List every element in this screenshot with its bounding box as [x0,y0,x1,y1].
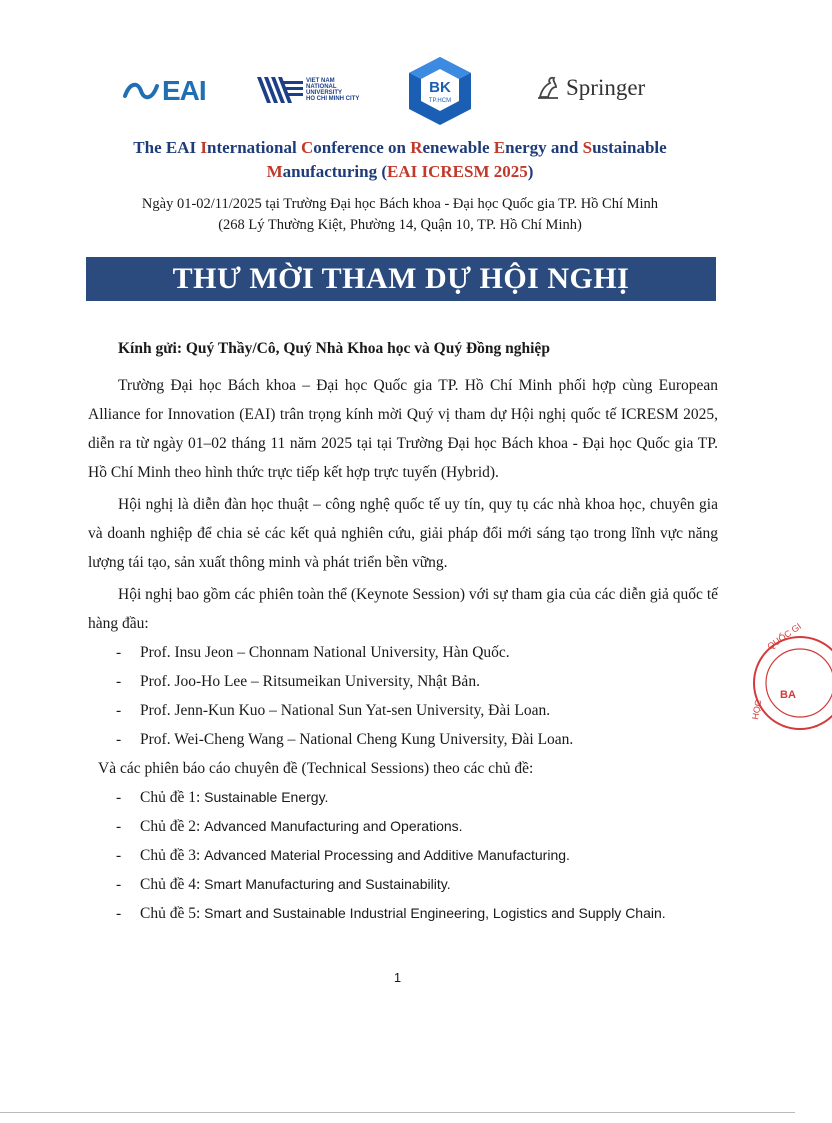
svg-text:HỌC: HỌC [750,698,764,721]
conference-title-line [60,160,740,184]
title-part: onference on [313,138,411,157]
list-item [88,841,718,870]
list-item: - Prof. Wei-Cheng Wang – National Cheng Kung University, Đài Loan. [88,725,718,754]
svg-text:BA: BA [780,689,796,701]
springer-horse-icon [536,75,560,101]
vnu-logo [257,75,359,105]
invitation-banner-text: THƯ MỜI THAM DỰ HỘI NGHỊ [172,262,630,295]
speaker-list [88,638,718,754]
topic-label: Chủ đề 5: [140,905,205,922]
list-item [88,870,718,899]
topic-text: Sustainable Energy. [204,789,329,805]
topic-label: Chủ đề 4: [140,876,205,893]
title-part: ) [527,162,534,181]
title-part: ustainable [592,138,667,157]
topic-list [88,783,718,928]
springer-logo [536,75,645,101]
vnu-line: NATIONAL [306,84,337,90]
list-item [88,783,718,812]
list-item: - Prof. Joo-Ho Lee – Ritsumeikan University, Nhật Bản. [88,667,718,696]
topic-text: Smart and Sustainable Industrial Engineering, Logistics and Supply Chain. [204,905,666,921]
vnu-line: VIET NAM [306,78,335,84]
topic-label: Chủ đề 2: [140,818,205,835]
venue-date-location: Ngày 01-02/11/2025 tại Trường Đại học Bách khoa - Đại học Quốc gia TP. Hồ Chí Minh [141,196,659,212]
venue-address: (268 Lý Thường Kiệt, Phường 14, Quận 10, TP. Hồ Chí Minh) [218,217,582,233]
paragraph-forum: Hội nghị là diễn đàn học thuật – công nghệ quốc tế uy tín, quy tụ các nhà khoa học, chuyên gia và doanh nghiệp để chia sẻ các kết quả nghiên cứu, giải pháp đổi mới sáng tạo trong lĩnh vực năng lượng tái tạo, sản xuất thông minh và phát triển bền vững. [88,496,718,571]
conference-title [60,136,740,184]
vnu-line: UNIVERSITY [306,90,343,96]
title-accent: I [200,138,207,157]
invitation-banner [86,257,716,301]
list-item [88,899,718,928]
bk-main-text: BK [429,79,451,96]
page-number: 1 [393,970,402,985]
topic-label: Chủ đề 1: [140,789,205,806]
topic-text: Advanced Manufacturing and Operations. [204,818,463,834]
venue-info [60,194,740,236]
paragraph-technical: Và các phiên báo cáo chuyên đề (Technical Sessions) theo các chủ đề: [98,760,534,777]
scan-edge-line [0,1112,795,1113]
topic-text: Smart Manufacturing and Sustainability. [204,876,451,892]
springer-logo-text: Springer [566,75,646,100]
title-part: anufacturing ( [282,162,387,181]
vnu-stripes-icon [257,75,303,105]
bk-cube-icon [405,55,475,127]
conference-acronym: EAI ICRESM 2025 [387,162,528,181]
eai-logo [122,75,206,107]
eai-logo-text: EAI [162,75,206,106]
salutation: Kính gửi: Quý Thầy/Cô, Quý Nhà Khoa học và Quý Đồng nghiệp [118,340,550,357]
list-item: - Prof. Insu Jeon – Chonnam National University, Hàn Quốc. [88,638,718,667]
topic-text: Advanced Material Processing and Additive Manufacturing. [204,847,570,863]
topic-label: Chủ đề 3: [140,847,205,864]
paragraph-keynote: Hội nghị bao gồm các phiên toàn thể (Keynote Session) với sự tham gia của các diễn giả quốc tế hàng đầu: [88,586,718,632]
vnu-line: HO CHI MINH CITY [306,96,360,102]
bk-sub-text: TP.HCM [428,98,452,104]
list-item [88,812,718,841]
title-accent: S [582,138,593,157]
title-part: The EAI [133,138,201,157]
logo-row [0,55,795,135]
svg-text:QUỐC GI: QUỐC GI [765,621,804,652]
title-part: enewable [422,138,494,157]
bk-logo [405,55,475,127]
title-accent: C [300,138,314,157]
title-accent: E [493,138,506,157]
seal-stamp [750,621,832,738]
title-accent: M [266,162,283,181]
vnu-logo-text [306,78,359,102]
paragraph-intro: Trường Đại học Bách khoa – Đại học Quốc gia TP. Hồ Chí Minh phối hợp cùng European Alliance for Innovation (EAI) trân trọng kính mời Quý vị tham dự Hội nghị quốc tế ICRESM 2025, diễn ra từ ngày 01–02 tháng 11 năm 2025 tại tại Trường Đại học Bách khoa - Đại học Quốc gia TP. Hồ Chí Minh theo hình thức trực tiếp kết hợp trực tuyến (Hybrid). [88,377,718,481]
list-item: - Prof. Jenn-Kun Kuo – National Sun Yat-sen University, Đài Loan. [88,696,718,725]
title-part: nergy and [505,138,583,157]
conference-title-line [60,136,740,160]
letter-body [88,334,718,928]
title-part: nternational [206,138,301,157]
eai-infinity-icon [122,80,160,102]
title-accent: R [410,138,423,157]
